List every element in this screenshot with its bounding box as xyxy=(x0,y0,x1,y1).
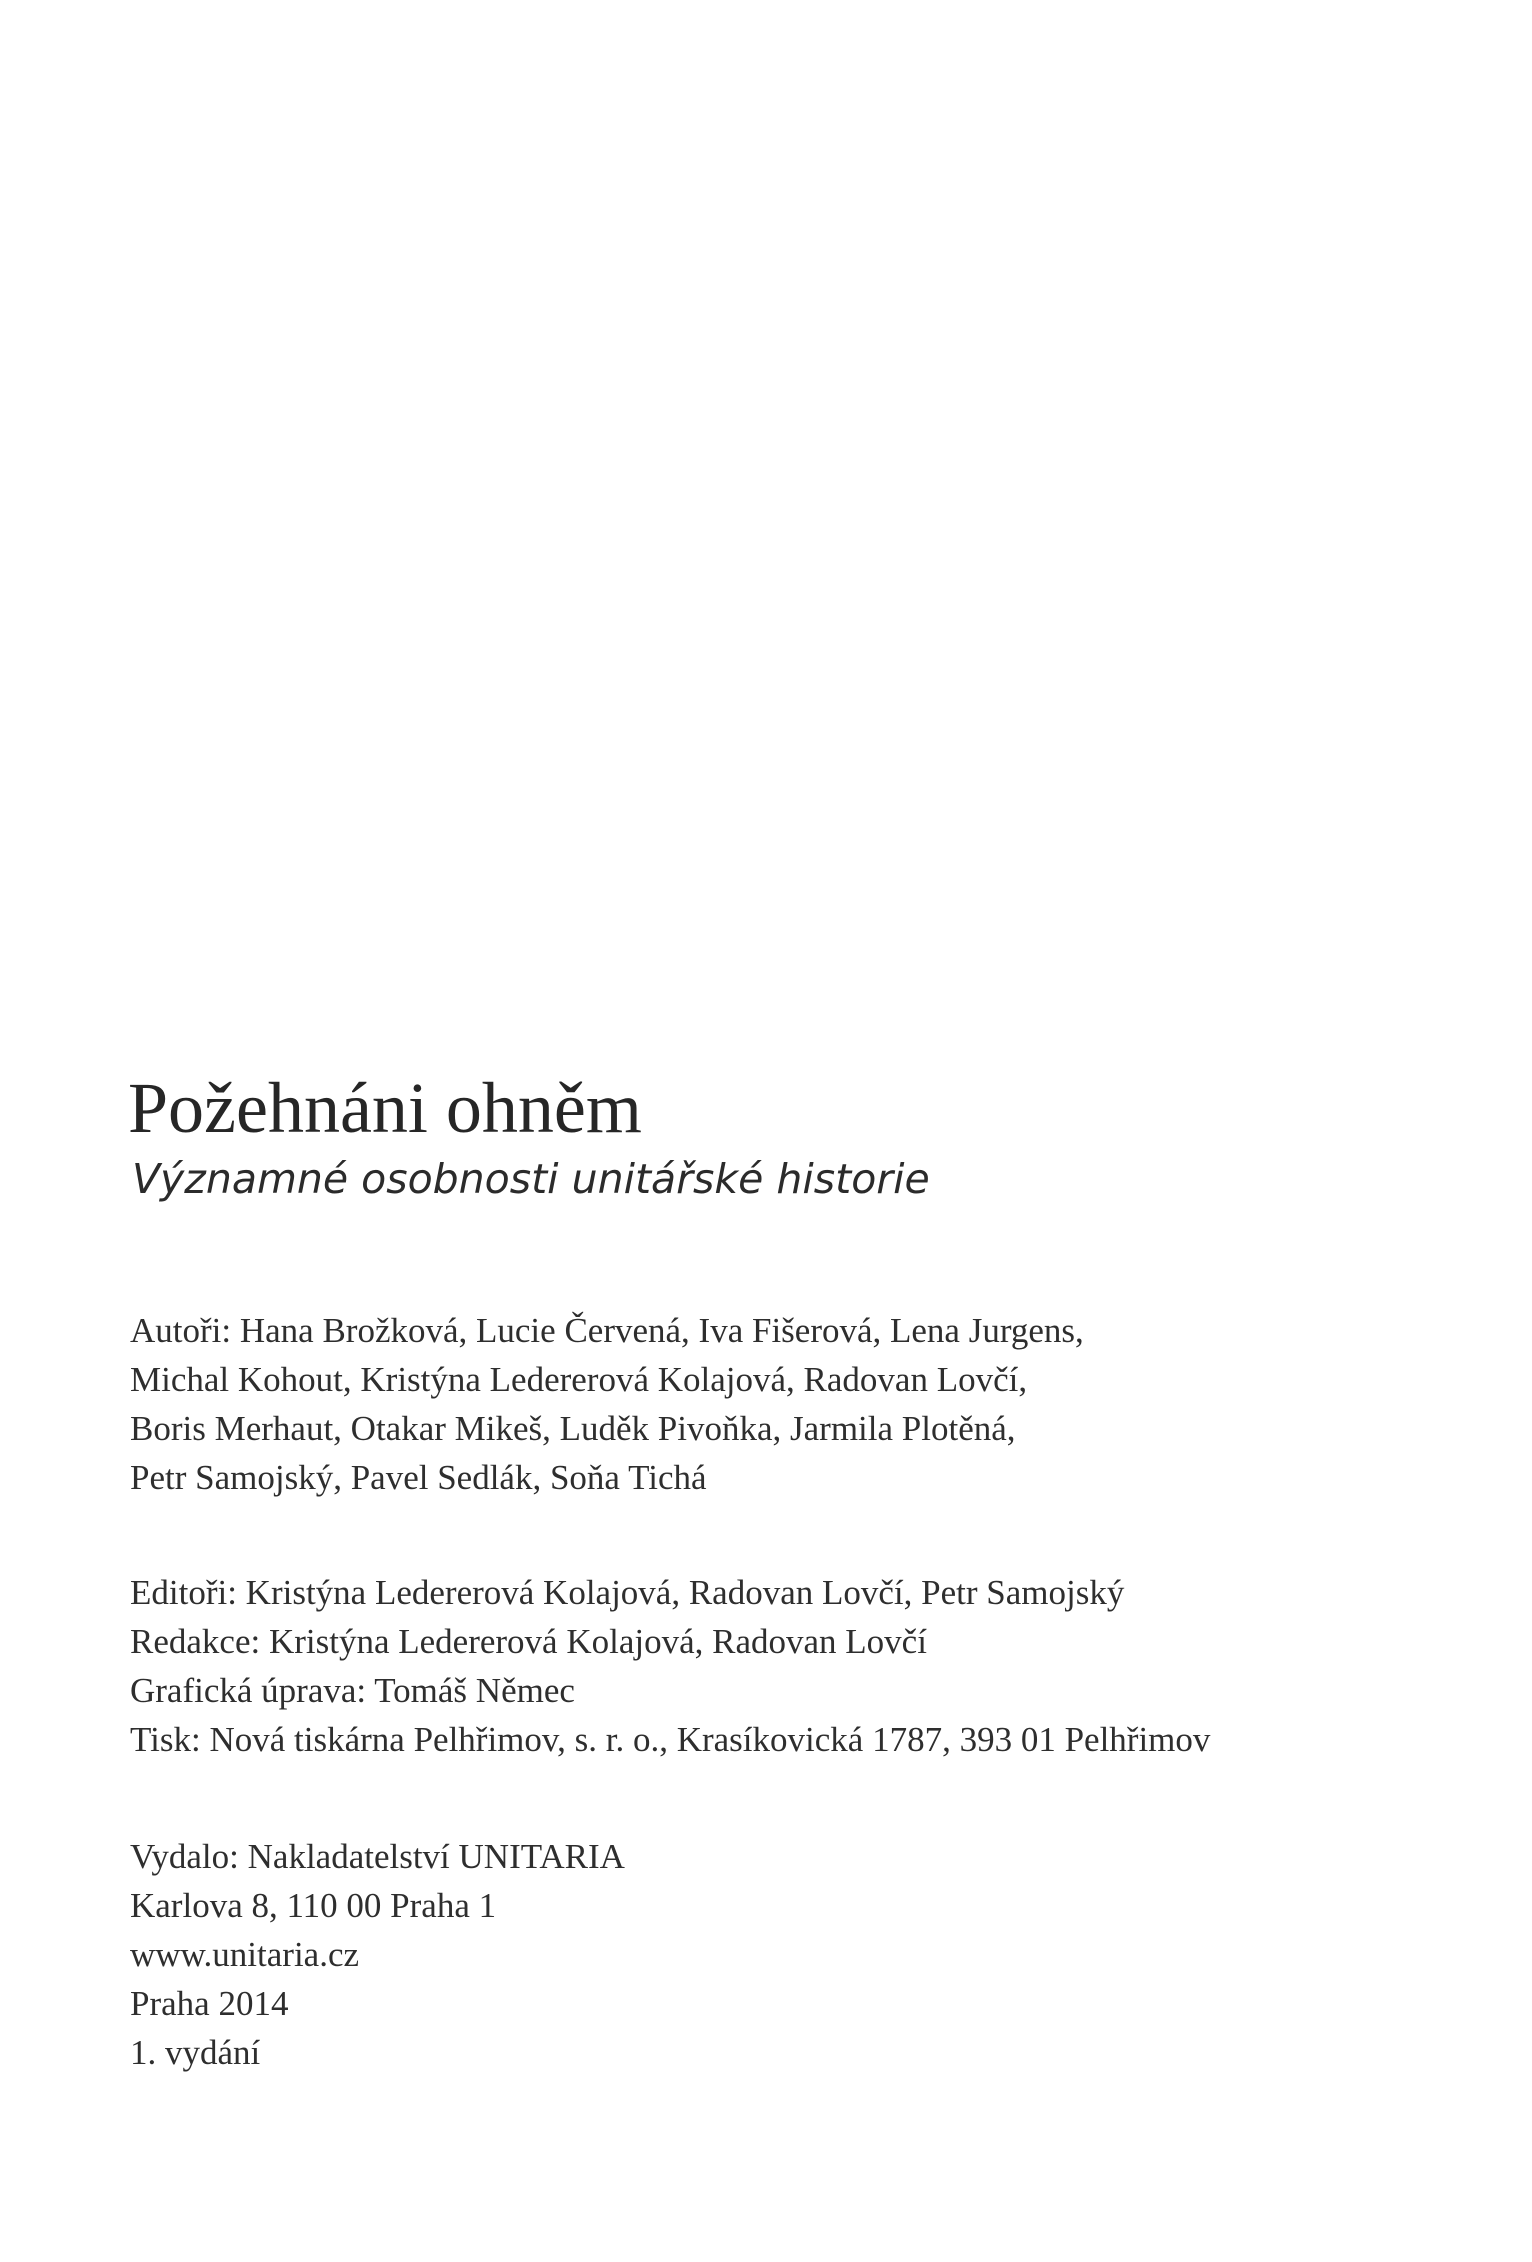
authors-line: Boris Merhaut, Otakar Mikeš, Luděk Pivoňka, Jarmila Plotěná, xyxy=(130,1409,1016,1448)
publisher-block xyxy=(130,1832,625,2077)
credits-block xyxy=(130,1568,1210,1764)
title-block xyxy=(128,1068,930,1204)
edition-line: 1. vydání xyxy=(130,2033,261,2072)
authors-block xyxy=(130,1306,1084,1502)
publisher-website-line: www.unitaria.cz xyxy=(130,1935,360,1974)
printer-line: Tisk: Nová tiskárna Pelhřimov, s. r. o., Krasíkovická 1787, 393 01 Pelhřimov xyxy=(130,1720,1211,1759)
graphic-design-line: Grafická úprava: Tomáš Němec xyxy=(130,1671,575,1710)
book-subtitle: Významné osobnosti unitářské historie xyxy=(132,1155,930,1203)
authors-line: Autoři: Hana Brožková, Lucie Červená, Iva Fišerová, Lena Jurgens, xyxy=(130,1311,1084,1350)
publisher-name-line: Vydalo: Nakladatelství UNITARIA xyxy=(130,1837,625,1876)
authors-line: Michal Kohout, Kristýna Ledererová Kolajová, Radovan Lovčí, xyxy=(130,1360,1028,1399)
publication-place-year-line: Praha 2014 xyxy=(130,1984,289,2023)
redaction-line: Redakce: Kristýna Ledererová Kolajová, Radovan Lovčí xyxy=(130,1622,927,1661)
authors-line: Petr Samojský, Pavel Sedlák, Soňa Tichá xyxy=(130,1458,707,1497)
book-title: Požehnáni ohněm xyxy=(128,1068,642,1148)
publisher-address-line: Karlova 8, 110 00 Praha 1 xyxy=(130,1886,497,1925)
editors-line: Editoři: Kristýna Ledererová Kolajová, Radovan Lovčí, Petr Samojský xyxy=(130,1573,1125,1612)
